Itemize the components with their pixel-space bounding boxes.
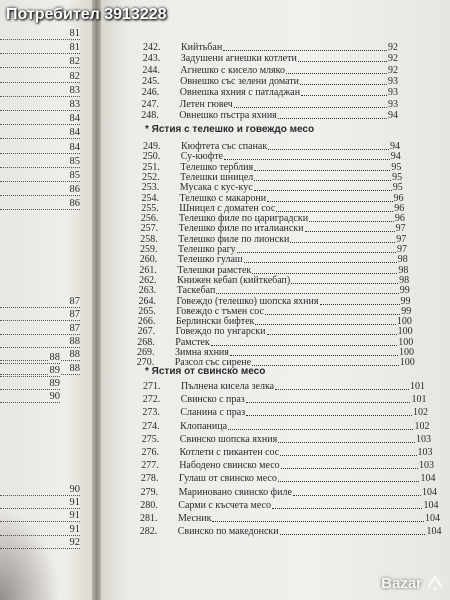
leader-dots — [298, 61, 387, 62]
leader-dots — [320, 304, 400, 305]
leader-dots — [278, 481, 420, 482]
left-page-entry — [0, 127, 80, 139]
toc-entry-page: 100 — [399, 357, 415, 369]
leader-dots — [290, 242, 395, 243]
toc-entry-title: Свинско с праз — [180, 394, 245, 406]
left-page-entry — [0, 71, 80, 83]
logo-mark-icon — [426, 574, 444, 592]
toc-entry-number: 244. — [142, 64, 160, 76]
toc-entry — [140, 500, 438, 512]
left-page-entry — [0, 184, 80, 196]
toc-entry-page: 92 — [388, 42, 398, 53]
leader-dots — [267, 201, 392, 202]
toc-entry-title: Задушени агнешки котлети — [180, 53, 297, 65]
left-page-number: 86 — [69, 184, 80, 196]
left-page-entry — [0, 309, 80, 321]
toc-entry-page: 100 — [397, 326, 413, 338]
toc-entry-title: Телешко филе по цариградски — [178, 213, 309, 225]
toc-entry-page: 98 — [397, 254, 408, 266]
toc-entry-page: 92 — [387, 64, 398, 76]
left-page-number: 88 — [69, 335, 80, 347]
toc-entry-number: 267. — [137, 326, 156, 338]
toc-entry — [143, 42, 398, 54]
toc-entry-number: 249. — [143, 141, 161, 152]
toc-entry-number: 261. — [139, 264, 157, 276]
toc-entry-number: 280. — [140, 499, 158, 511]
toc-entry-number: 243. — [142, 53, 161, 65]
toc-entry-number: 276. — [141, 447, 159, 458]
leader-dots — [254, 190, 392, 191]
leader-dots — [275, 389, 409, 390]
left-page-number: 91 — [69, 510, 80, 522]
toc-entry-number: 278. — [140, 473, 159, 485]
toc-entry-number: 259. — [140, 244, 158, 255]
toc-entry-page: 97 — [397, 244, 407, 255]
toc-entry-page: 93 — [388, 98, 398, 110]
toc-entry-title: Свинско шопска яхния — [179, 433, 278, 445]
toc-entry-number: 252. — [142, 171, 160, 183]
toc-entry — [140, 513, 440, 525]
toc-entry-page: 99 — [400, 295, 411, 307]
toc-entry-title: Котлети с пикантен сос — [179, 447, 280, 458]
section-heading-pork: * Ястия от свинско месо — [145, 366, 266, 377]
leader-dots — [255, 324, 396, 325]
leader-dots — [265, 314, 400, 315]
toc-entry-title: Шницел с доматен сос — [179, 202, 276, 214]
leader-dots — [293, 495, 421, 496]
toc-entry-title: Книжен кебап (кийткебап) — [177, 274, 291, 286]
toc-entry-title: Месник — [178, 513, 212, 524]
toc-entry-title: Овнешка яхния с патладжан — [179, 87, 301, 99]
finger-shadow — [0, 510, 60, 600]
leader-dots — [301, 95, 387, 96]
left-page-number: 88 — [69, 349, 80, 361]
toc-entry-number: 255. — [141, 202, 159, 214]
toc-entry-title: Телешко рагу — [178, 244, 236, 255]
toc-entry — [141, 460, 434, 472]
toc-entry-number: 270. — [136, 357, 155, 369]
toc-entry-title: Летен гювеч — [179, 98, 233, 110]
toc-entry-page: 97 — [395, 223, 406, 235]
leader-dots — [230, 355, 398, 356]
toc-entry-number: 271. — [143, 381, 161, 392]
left-page-entry — [0, 336, 80, 348]
toc-entry-number: 250. — [142, 151, 161, 163]
toc-entry-number: 279. — [140, 486, 159, 498]
toc-entry — [142, 99, 399, 111]
toc-entry — [137, 357, 415, 369]
toc-entry-title: Агнешко с кисело мляко — [180, 64, 285, 76]
toc-entry-page: 92 — [387, 53, 398, 65]
toc-entry-page: 99 — [401, 305, 412, 317]
toc-entry-page: 94 — [390, 141, 400, 152]
left-page-entry — [0, 42, 80, 54]
left-page-number: 83 — [69, 99, 80, 110]
toc-entry-title: Говеждо по унгарски — [175, 326, 266, 338]
section-heading-beef: * Ястия с телешко и говеждо месо — [145, 124, 315, 135]
toc-entry-title: Су-кюфте — [180, 151, 223, 163]
toc-entry — [142, 434, 431, 446]
left-page-entry — [0, 365, 60, 377]
left-page-number: 91 — [69, 497, 80, 509]
toc-entry-number: 242. — [143, 42, 161, 53]
leader-dots — [276, 211, 393, 212]
toc-entry — [140, 526, 442, 538]
left-page-entry — [0, 352, 60, 364]
leader-dots — [246, 415, 412, 416]
left-page-entry — [0, 113, 80, 125]
leader-dots — [267, 334, 397, 335]
toc-entry — [143, 381, 425, 393]
toc-entry-page: 103 — [417, 447, 433, 458]
left-page-number: 88 — [69, 362, 80, 374]
leader-dots — [280, 455, 416, 456]
toc-entry-page: 98 — [399, 274, 410, 286]
toc-entry-title: Свинско по македонски — [177, 526, 279, 538]
left-page-number: 88 — [49, 352, 60, 363]
left-page-entry — [0, 170, 80, 182]
leader-dots — [272, 508, 422, 509]
leader-dots — [286, 73, 387, 74]
toc-entry-title: Кийтьбан — [181, 42, 223, 53]
toc-entry-page: 102 — [414, 420, 430, 432]
leader-dots — [278, 442, 415, 443]
toc-entry-number: 265. — [138, 305, 156, 317]
left-page-number: 87 — [69, 309, 80, 321]
leader-dots — [211, 345, 398, 346]
left-page-entry — [0, 28, 80, 40]
toc-entry-title: Клопаница — [180, 420, 228, 432]
toc-entry-page: 94 — [387, 109, 398, 121]
toc-entry-page: 104 — [426, 526, 442, 538]
toc-entry-title: Говеждо (телешко) шопска яхния — [176, 295, 319, 307]
toc-entry — [141, 487, 437, 499]
toc-entry-page: 96 — [394, 213, 405, 225]
toc-entry-number: 257. — [140, 223, 159, 235]
toc-entry-title: Телешко с макарони — [179, 192, 267, 204]
toc-entry-page: 104 — [421, 486, 437, 498]
toc-entry-title: Телешки рамстек — [177, 264, 252, 276]
toc-entry-page: 95 — [392, 182, 403, 194]
left-page-number: 90 — [49, 391, 60, 402]
toc-entry-page: 96 — [394, 202, 405, 214]
left-page-entry — [0, 85, 80, 97]
toc-entry-number: 281. — [140, 513, 158, 524]
toc-entry-page: 104 — [420, 473, 436, 485]
left-page-number: 90 — [69, 484, 80, 495]
toc-entry-number: 254. — [141, 192, 159, 204]
toc-entry-page: 94 — [390, 151, 401, 163]
leader-dots — [254, 170, 390, 171]
toc-entry-title: Телешко филе по италиански — [178, 223, 304, 235]
leader-dots — [223, 50, 387, 51]
left-page-entry — [0, 156, 80, 168]
leader-dots — [244, 262, 397, 263]
leader-dots — [237, 252, 396, 253]
leader-dots — [254, 180, 391, 181]
leader-dots — [246, 402, 411, 403]
toc-entry-page: 98 — [398, 264, 409, 276]
toc-entry-number: 246. — [141, 87, 160, 99]
leader-dots — [234, 107, 387, 108]
left-page-number: 87 — [69, 322, 80, 334]
toc-entry-title: Телешки шницел — [180, 171, 254, 183]
toc-entry-page: 97 — [396, 233, 407, 245]
toc-entry-page: 96 — [393, 192, 404, 204]
toc-entry-page: 101 — [410, 381, 425, 392]
toc-entry-number: 253. — [141, 182, 160, 194]
left-page-entry — [0, 56, 80, 68]
toc-entry — [143, 394, 427, 406]
left-page-number: 83 — [69, 84, 80, 96]
toc-entry — [142, 407, 428, 419]
leader-dots — [280, 534, 426, 535]
toc-entry-number: 251. — [142, 161, 160, 173]
toc-entry-number: 282. — [139, 526, 158, 538]
leader-dots — [281, 468, 418, 469]
toc-entry — [142, 76, 398, 88]
toc-entry-page: 95 — [392, 171, 403, 183]
left-page-number: 91 — [69, 523, 80, 535]
toc-entry-title: Берлински бифтек — [175, 316, 255, 328]
toc-entry — [143, 53, 398, 65]
left-page-entry — [0, 198, 80, 210]
toc-entry-number: 248. — [141, 109, 159, 121]
section-heading-pork-text: Ястия от свинско месо — [151, 366, 266, 377]
leader-dots — [252, 273, 397, 274]
leader-dots — [228, 429, 413, 430]
left-page-number: 84 — [69, 127, 80, 139]
toc-entry-title: Мариновано свинско филе — [178, 486, 292, 498]
toc-entry-number: 262. — [139, 274, 157, 286]
toc-entry-number: 263. — [138, 285, 157, 297]
logo-text: Bazar — [381, 574, 422, 592]
left-page-number: 87 — [69, 296, 80, 307]
toc-entry-title: Телешко терблия — [180, 161, 254, 173]
toc-entry-page: 103 — [418, 460, 434, 472]
toc-entry-number: 256. — [140, 213, 159, 225]
leader-dots — [291, 283, 398, 284]
toc-entry-number: 264. — [138, 295, 156, 307]
toc-entry-page: 100 — [398, 336, 414, 348]
left-page-number: 92 — [69, 536, 80, 548]
bazar-logo — [381, 574, 444, 592]
leader-dots — [309, 221, 394, 222]
toc-entry-page: 93 — [387, 75, 398, 87]
toc-entry-title: Телешко гулаш — [177, 254, 243, 266]
left-page-entry — [0, 497, 80, 509]
toc-entry-title: Овнешко със зелени домати — [180, 75, 300, 87]
toc-entry-number: 275. — [141, 433, 160, 445]
left-page-entry — [0, 391, 60, 403]
toc-entry-number: 258. — [140, 233, 158, 245]
toc-entry-number: 245. — [142, 75, 160, 87]
toc-entry-page: 103 — [415, 433, 431, 445]
leader-dots — [300, 84, 387, 85]
left-page-number: 89 — [49, 378, 60, 389]
toc-entry-title: Сланина с праз — [180, 407, 246, 419]
toc-entry-title: Рамстек — [175, 336, 210, 348]
leader-dots — [224, 159, 390, 160]
left-page-number: 89 — [49, 365, 60, 376]
toc-entry — [142, 87, 398, 99]
leader-dots — [305, 231, 395, 232]
toc-entry — [142, 421, 429, 433]
toc-entry-page: 104 — [423, 499, 439, 511]
left-page-number: 81 — [69, 28, 80, 39]
toc-entry-title: Гулаш от свинско месо — [178, 473, 277, 485]
leader-dots — [278, 118, 387, 119]
user-watermark: Потребител 3913228 — [6, 6, 167, 23]
toc-entry-number: 268. — [137, 336, 155, 348]
toc-entry-page: 102 — [412, 407, 428, 419]
left-page-number: 86 — [69, 198, 80, 210]
toc-entry-page: 101 — [411, 394, 427, 406]
toc-entry — [142, 447, 433, 459]
toc-entry-number: 272. — [142, 394, 161, 406]
toc-entry-number: 269. — [137, 347, 155, 358]
toc-entry-page: 93 — [387, 87, 398, 99]
left-page-entry — [0, 484, 80, 496]
leader-dots — [212, 521, 424, 522]
toc-entry — [141, 110, 398, 122]
toc-entry-title: Сарми с късчета месо — [178, 499, 271, 511]
toc-entry-title: Таскебап — [176, 285, 216, 297]
toc-entry-title: Набодено свинско месо — [179, 460, 280, 472]
right-page — [101, 0, 450, 600]
toc-entry — [142, 65, 398, 77]
toc-entry-title: Разсол със сирене — [174, 357, 252, 369]
toc-entry-title: Мусака с кус-кус — [179, 182, 253, 194]
toc-entry-number: 260. — [139, 254, 158, 266]
left-page-entry — [0, 296, 80, 308]
leader-dots — [216, 293, 398, 294]
toc-entry-number: 273. — [142, 407, 160, 419]
left-page-entry — [0, 142, 80, 154]
toc-entry-number: 247. — [141, 98, 159, 110]
toc-entry-title: Телешко филе по лионски — [178, 233, 290, 245]
toc-entry-page: 100 — [399, 347, 414, 358]
section-heading-beef-text: Ястия с телешко и говеждо месо — [151, 124, 315, 135]
toc-entry-page: 100 — [396, 316, 412, 328]
leader-dots — [252, 365, 399, 366]
toc-entry-title: Кюфтета със спанак — [181, 141, 268, 152]
left-page-number: 82 — [69, 70, 80, 82]
left-page-number: 84 — [69, 141, 80, 153]
left-page-entry — [0, 378, 60, 390]
left-page-number: 81 — [69, 42, 80, 54]
toc-entry-page: 99 — [399, 285, 410, 297]
toc-entry-title: Зимна яхния — [175, 347, 229, 358]
toc-entry-title: Овнешко пъстра яхния — [179, 109, 277, 121]
toc-entry-page: 104 — [425, 513, 440, 524]
toc-entry — [141, 473, 436, 485]
left-page-number: 85 — [69, 155, 80, 167]
left-page-entry — [0, 99, 80, 111]
left-page-entry — [0, 323, 80, 335]
left-page-number: 84 — [69, 113, 80, 125]
left-page-number: 82 — [69, 56, 80, 68]
toc-entry-page: 95 — [391, 161, 402, 173]
toc-entry-title: Пълнена кисела зелка — [181, 381, 275, 392]
toc-entry-number: 277. — [141, 460, 159, 472]
left-page-number: 85 — [69, 170, 80, 181]
leader-dots — [268, 149, 389, 150]
toc-entry-number: 266. — [137, 316, 156, 328]
toc-entry-title: Говеждо с тъмен сос — [176, 305, 264, 317]
toc-entry-number: 274. — [142, 420, 160, 432]
